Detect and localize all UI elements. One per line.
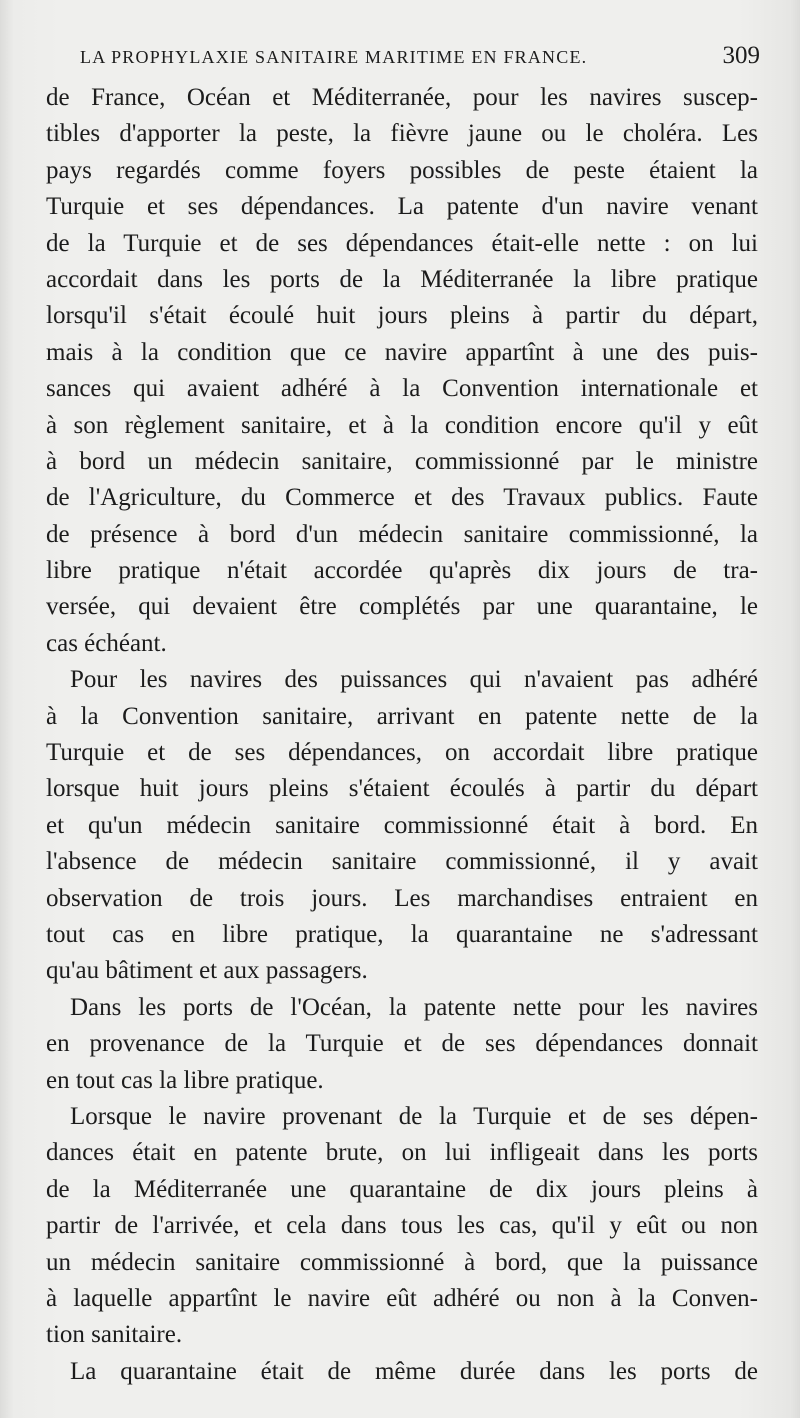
text-line: partir de l'arrivée, et cela dans tous les cas, qu'il y eût ou non (46, 1212, 758, 1240)
paragraph-first-line: Lorsque le navire provenant de la Turquie et de ses dépen- (70, 1102, 758, 1130)
text-line: versée, qui devaient être complétés par une quarantaine, le (46, 593, 758, 621)
text-line: en tout cas la libre pratique. (46, 1066, 324, 1094)
text-line: à son règlement sanitaire, et à la condition encore qu'il y eût (46, 411, 758, 439)
text-line: mais à la condition que ce navire appartînt à une des puis- (46, 338, 758, 366)
paragraph-first-line: La quarantaine était de même durée dans les ports de (70, 1357, 758, 1385)
text-line: dances était en patente brute, on lui infligeait dans les ports (46, 1139, 758, 1167)
text-line: sances qui avaient adhéré à la Convention internationale et (46, 375, 758, 403)
text-line: en provenance de la Turquie et de ses dépendances donnait (46, 1030, 758, 1058)
text-line: tion sanitaire. (46, 1321, 183, 1349)
text-line: lorsqu'il s'était écoulé huit jours pleins à partir du départ, (46, 302, 758, 330)
text-line: Turquie et de ses dépendances, on accordait libre pratique (46, 739, 758, 767)
text-line: tibles d'apporter la peste, la fièvre jaune ou le choléra. Les (46, 120, 758, 148)
text-line: de la Méditerranée une quarantaine de dix jours pleins à (46, 1175, 758, 1203)
paragraph-first-line: Dans les ports de l'Océan, la patente nette pour les navires (70, 993, 758, 1021)
text-line: de présence à bord d'un médecin sanitaire commissionné, la (46, 520, 758, 548)
text-line: pays regardés comme foyers possibles de peste étaient la (46, 156, 758, 184)
text-line: de l'Agriculture, du Commerce et des Travaux publics. Faute (46, 484, 758, 512)
text-line: à laquelle appartînt le navire eût adhéré ou non à la Conven- (46, 1284, 758, 1312)
running-header (80, 42, 760, 76)
paragraph-first-line: Pour les navires des puissances qui n'avaient pas adhéré (70, 666, 758, 694)
text-line: libre pratique n'était accordée qu'après dix jours de tra- (46, 557, 758, 585)
text-line: à bord un médecin sanitaire, commissionné par le ministre (46, 447, 758, 475)
text-line: Turquie et ses dépendances. La patente d'un navire venant (46, 193, 758, 221)
page-number: 309 (722, 42, 760, 69)
text-line: et qu'un médecin sanitaire commissionné était à bord. En (46, 811, 758, 839)
text-line: tout cas en libre pratique, la quarantaine ne s'adressant (46, 920, 758, 948)
text-line: accordait dans les ports de la Méditerranée la libre pratique (46, 265, 758, 293)
text-line: un médecin sanitaire commissionné à bord, que la puissance (46, 1248, 758, 1276)
text-line: à la Convention sanitaire, arrivant en patente nette de la (46, 702, 758, 730)
text-line: cas échéant. (46, 629, 167, 657)
text-line: qu'au bâtiment et aux passagers. (46, 957, 368, 985)
running-title: LA PROPHYLAXIE SANITAIRE MARITIME EN FRANCE. (80, 47, 588, 67)
text-line: observation de trois jours. Les marchandises entraient en (46, 884, 758, 912)
text-line: de France, Océan et Méditerranée, pour les navires suscep- (46, 84, 758, 111)
text-line: lorsque huit jours pleins s'étaient écoulés à partir du départ (46, 775, 758, 803)
text-line: de la Turquie et de ses dépendances était-elle nette : on lui (46, 229, 758, 257)
text-line: l'absence de médecin sanitaire commissionné, il y avait (46, 848, 758, 876)
body-text (46, 80, 758, 1390)
